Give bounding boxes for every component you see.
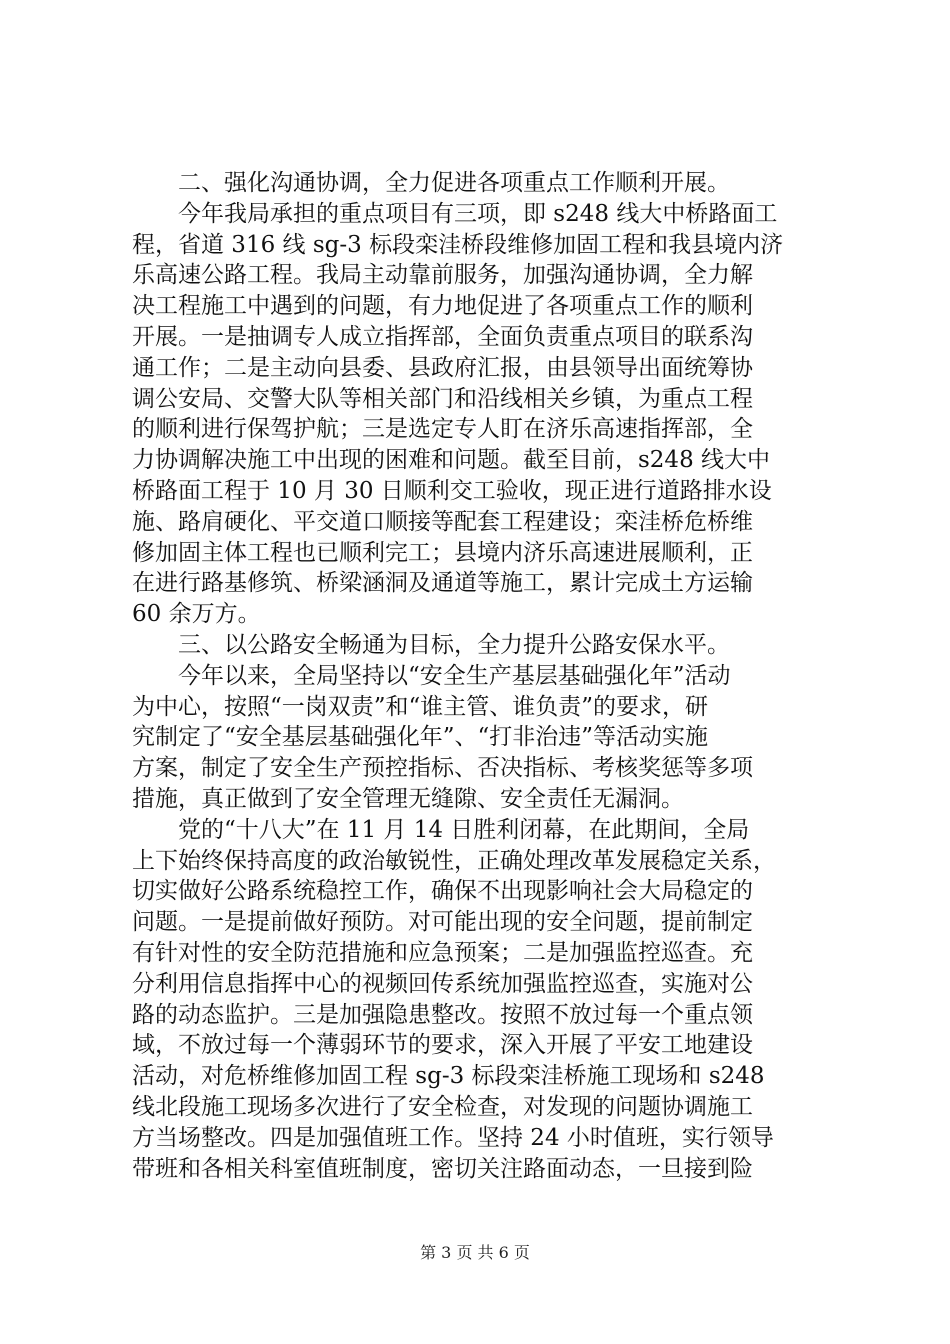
paragraph-line: 带班和各相关科室值班制度，密切关注路面动态，一旦接到险 (132, 1155, 753, 1182)
paragraph-line: 力协调解决施工中出现的困难和问题。截至目前，s248 线大中 (132, 447, 771, 474)
paragraph-line: 通工作；二是主动向县委、县政府汇报，由县领导出面统筹协 (132, 354, 753, 381)
paragraph-line: 路的动态监护。三是加强隐患整改。按照不放过每一个重点领 (132, 1001, 753, 1028)
paragraph-line: 方当场整改。四是加强值班工作。坚持 24 小时值班，实行领导 (132, 1124, 774, 1151)
paragraph-line: 域，不放过每一个薄弱环节的要求，深入开展了平安工地建设 (132, 1032, 753, 1059)
paragraph-line: 今年我局承担的重点项目有三项，即 s248 线大中桥路面工 (178, 200, 778, 227)
section-heading: 二、强化沟通协调，全力促进各项重点工作顺利开展。 (178, 170, 730, 196)
paragraph-line: 线北段施工现场多次进行了安全检查，对发现的问题协调施工 (132, 1093, 753, 1120)
paragraph-line: 桥路面工程于 10 月 30 日顺利交工验收，现正进行道路排水设 (132, 477, 772, 504)
paragraph-line: 方案，制定了安全生产预控指标、否决指标、考核奖惩等多项 (132, 755, 753, 782)
paragraph-line: 在进行路基修筑、桥梁涵洞及通道等施工，累计完成土方运输 (132, 570, 753, 597)
paragraph-line: 活动，对危桥维修加固工程 sg-3 标段栾洼桥施工现场和 s248 (132, 1063, 765, 1090)
paragraph-line: 决工程施工中遇到的问题，有力地促进了各项重点工作的顺利 (132, 293, 753, 320)
paragraph-line: 措施，真正做到了安全管理无缝隙、安全责任无漏洞。 (132, 785, 684, 812)
paragraph-line: 有针对性的安全防范措施和应急预案；二是加强监控巡查。充 (132, 939, 753, 966)
paragraph-line: 究制定了“安全基层基础强化年”、“打非治违”等活动实施 (132, 724, 709, 751)
paragraph-line: 的顺利进行保驾护航；三是选定专人盯在济乐高速指挥部，全 (132, 416, 753, 443)
paragraph-line: 分利用信息指挥中心的视频回传系统加强监控巡查，实施对公 (132, 970, 753, 997)
paragraph-line: 程，省道 316 线 sg-3 标段栾洼桥段维修加固工程和我县境内济 (132, 231, 784, 258)
paragraph-line: 党的“十八大”在 11 月 14 日胜利闭幕，在此期间，全局 (178, 816, 750, 843)
paragraph-line: 施、路肩硬化、平交道口顺接等配套工程建设；栾洼桥危桥维 (132, 508, 753, 535)
page-number-footer: 第 3 页 共 6 页 (420, 1243, 530, 1262)
paragraph-line: 60 余万方。 (132, 601, 261, 628)
paragraph-line: 问题。一是提前做好预防。对可能出现的安全问题，提前制定 (132, 909, 753, 936)
paragraph-line: 调公安局、交警大队等相关部门和沿线相关乡镇，为重点工程 (132, 385, 753, 412)
paragraph-line: 今年以来，全局坚持以“安全生产基层基础强化年”活动 (178, 662, 731, 689)
paragraph-line: 为中心，按照“一岗双责”和“谁主管、谁负责”的要求，研 (132, 693, 709, 720)
paragraph-line: 修加固主体工程也已顺利完工；县境内济乐高速进展顺利，正 (132, 539, 753, 566)
paragraph-line: 开展。一是抽调专人成立指挥部，全面负责重点项目的联系沟 (132, 323, 753, 350)
section-heading: 三、以公路安全畅通为目标，全力提升公路安保水平。 (178, 631, 730, 658)
paragraph-line: 切实做好公路系统稳控工作，确保不出现影响社会大局稳定的 (132, 878, 753, 905)
document-body (132, 168, 837, 1184)
paragraph-line: 上下始终保持高度的政治敏锐性，正确处理改革发展稳定关系， (132, 847, 776, 874)
paragraph-line: 乐高速公路工程。我局主动靠前服务，加强沟通协调，全力解 (132, 262, 753, 289)
